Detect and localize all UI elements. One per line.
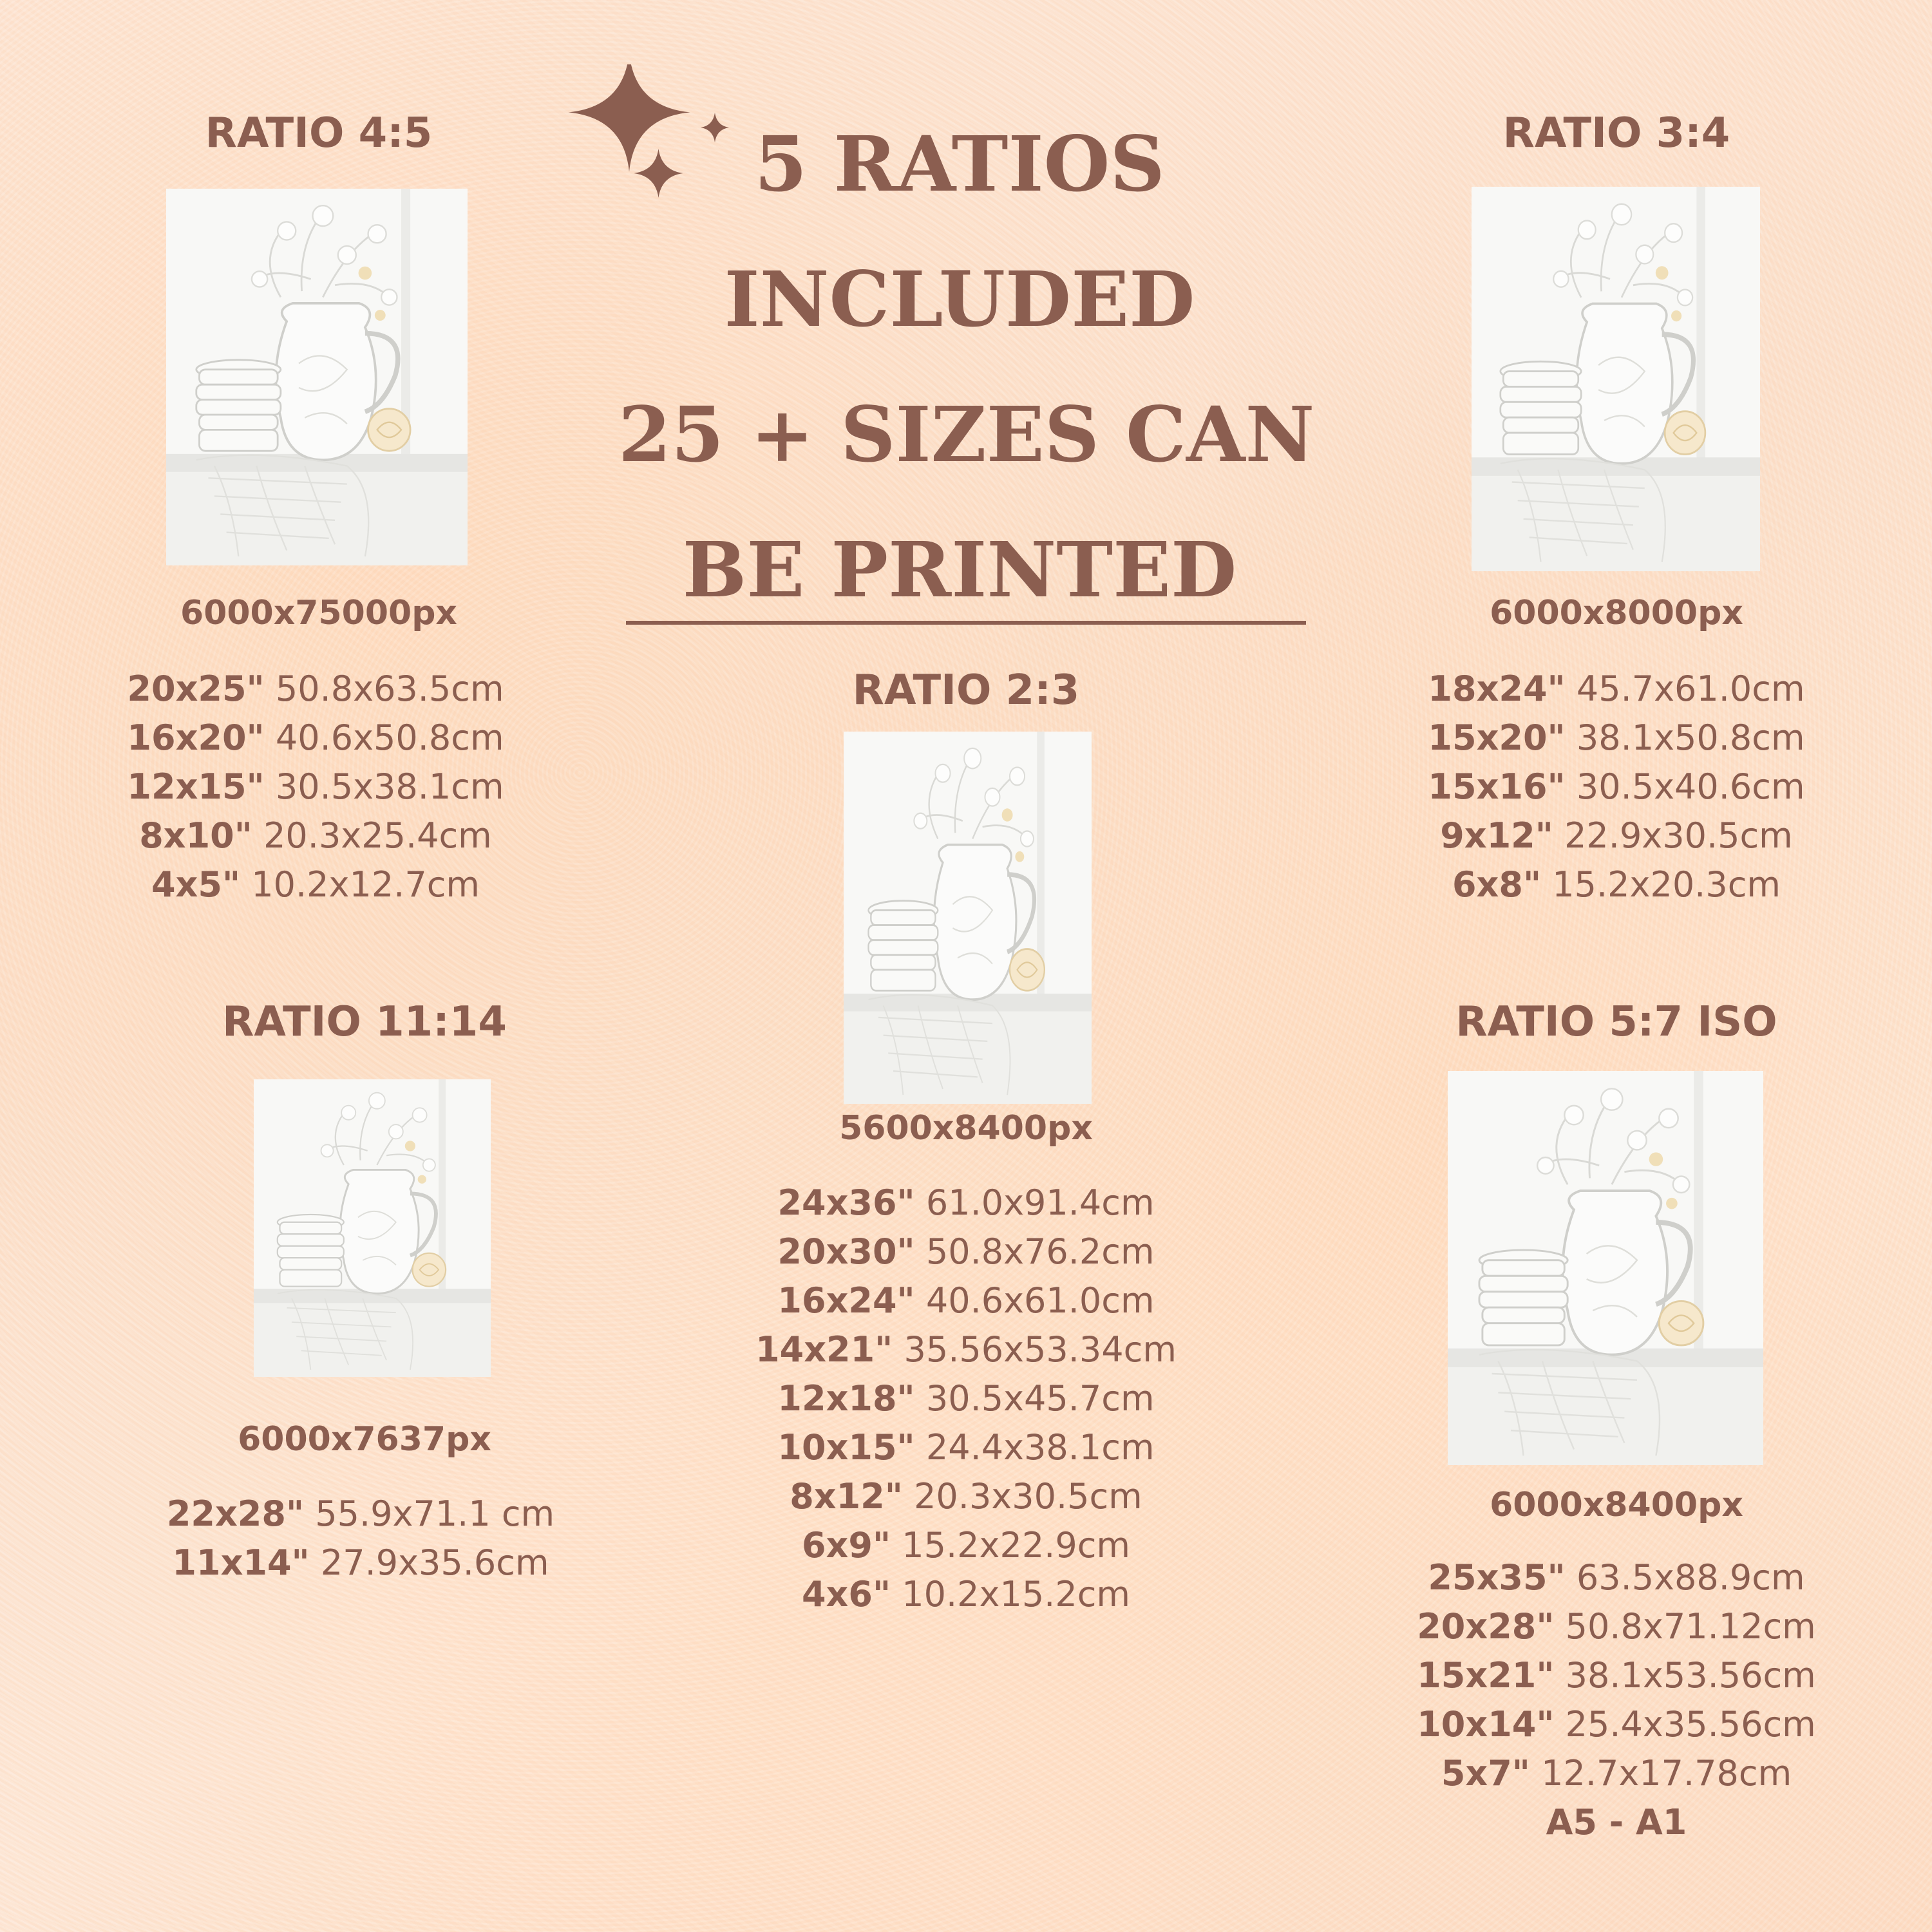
ratio-2-3-pixels: 5600x8400px (839, 1109, 1093, 1148)
headline-line-2: INCLUDED (724, 254, 1195, 344)
ratio-5-7-pixels: 6000x8400px (1490, 1486, 1743, 1524)
size-row: 16x24" 40.6x61.0cm (777, 1280, 1155, 1321)
size-row: 9x12" 22.9x30.5cm (1440, 815, 1793, 856)
artwork-preview-3-4 (1472, 187, 1760, 571)
size-row: 8x10" 20.3x25.4cm (139, 815, 492, 856)
ratio-2-3-title: RATIO 2:3 (852, 667, 1080, 714)
size-row: 12x18" 30.5x45.7cm (777, 1378, 1155, 1419)
size-row: 4x6" 10.2x15.2cm (801, 1574, 1130, 1615)
size-row: 15x21" 38.1x53.56cm (1417, 1655, 1816, 1696)
artwork-preview-4-5 (166, 189, 468, 565)
size-row: 22x28" 55.9x71.1 cm (166, 1493, 555, 1534)
ratio-3-4-pixels: 6000x8000px (1490, 594, 1743, 632)
size-row: 20x25" 50.8x63.5cm (127, 668, 504, 709)
size-row: 18x24" 45.7x61.0cm (1428, 668, 1805, 709)
size-row: 11x14" 27.9x35.6cm (172, 1542, 549, 1583)
size-row: 4x5" 10.2x12.7cm (151, 864, 480, 905)
size-row: 15x20" 38.1x50.8cm (1428, 717, 1805, 758)
size-row: 12x15" 30.5x38.1cm (127, 766, 504, 807)
artwork-preview-2-3 (844, 732, 1092, 1104)
ratio-4-5-sizes (84, 665, 547, 909)
headline-line-1: 5 RATIOS (754, 119, 1165, 209)
size-row: 16x20" 40.6x50.8cm (127, 717, 504, 758)
ratio-11-14-sizes (129, 1490, 592, 1587)
ratio-11-14-pixels: 6000x7637px (238, 1420, 491, 1459)
headline-line-4: BE PRINTED (682, 525, 1237, 614)
size-row: 20x30" 50.8x76.2cm (777, 1231, 1155, 1272)
artwork-preview-11-14 (254, 1079, 491, 1377)
ratio-5-7-title: RATIO 5:7 ISO (1455, 998, 1777, 1046)
ratio-4-5-title: RATIO 4:5 (205, 109, 433, 157)
size-row: 6x8" 15.2x20.3cm (1452, 864, 1781, 905)
ratio-5-7-sizes (1378, 1553, 1855, 1847)
size-row: 8x12" 20.3x30.5cm (790, 1476, 1142, 1517)
iso-range-label: A5 - A1 (1546, 1802, 1687, 1842)
ratio-4-5-pixels: 6000x75000px (180, 594, 457, 632)
size-row: 25x35" 63.5x88.9cm (1428, 1557, 1805, 1598)
size-row: 10x14" 25.4x35.56cm (1417, 1704, 1816, 1745)
ratio-3-4-sizes (1385, 665, 1848, 909)
size-row: 6x9" 15.2x22.9cm (801, 1525, 1130, 1566)
headline-divider (626, 621, 1306, 625)
size-row: 24x36" 61.0x91.4cm (777, 1182, 1155, 1223)
size-row: 5x7" 12.7x17.78cm (1441, 1753, 1792, 1794)
artwork-preview-5-7 (1448, 1071, 1763, 1465)
size-row: 20x28" 50.8x71.12cm (1417, 1606, 1816, 1647)
ratio-2-3-sizes (715, 1179, 1217, 1619)
size-row: 15x16" 30.5x40.6cm (1428, 766, 1805, 807)
ratio-11-14-title: RATIO 11:14 (222, 998, 507, 1046)
ratio-3-4-title: RATIO 3:4 (1502, 109, 1730, 157)
headline-line-3: 25 + SIZES CAN (618, 390, 1315, 479)
headline (618, 97, 1315, 638)
size-row: 10x15" 24.4x38.1cm (777, 1427, 1155, 1468)
size-row: 14x21" 35.56x53.34cm (755, 1329, 1177, 1370)
